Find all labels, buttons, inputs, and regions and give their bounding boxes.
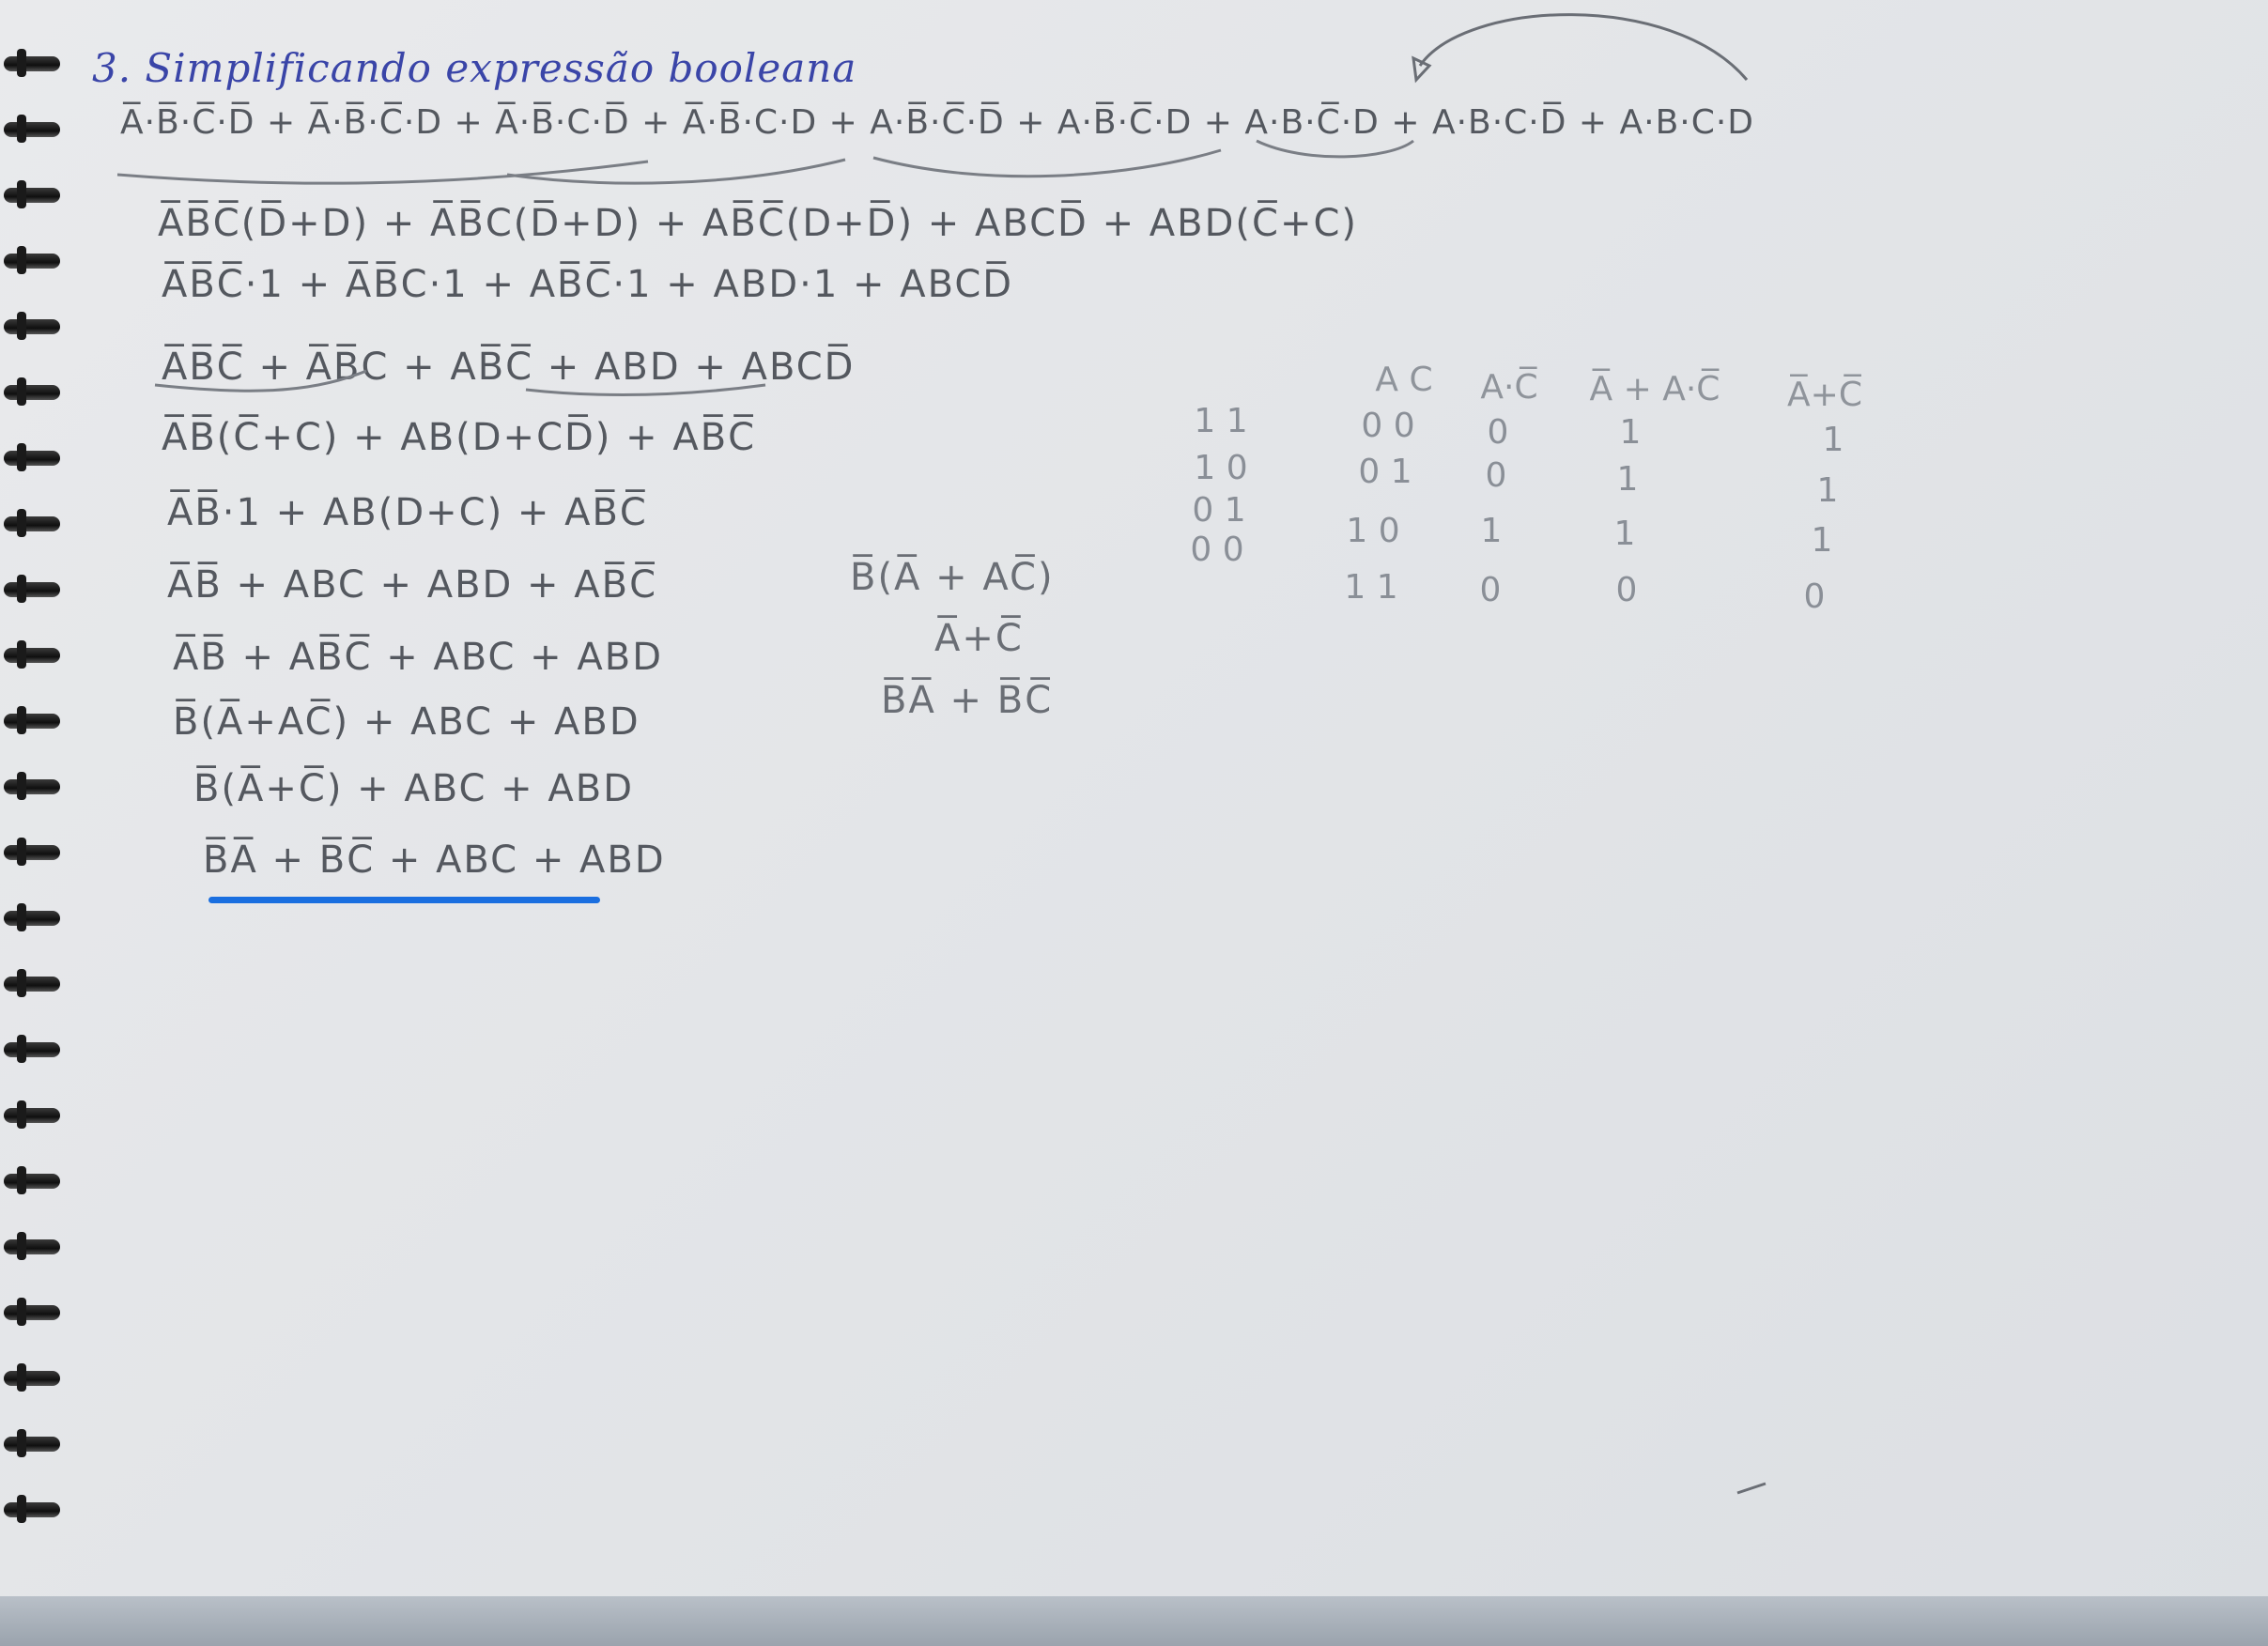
table-cell: 0 0 <box>1361 407 1415 445</box>
table-header: A̅ + A·C̅ <box>1589 370 1720 408</box>
table-cell: 1 <box>1816 471 1839 510</box>
table-cell: 1 <box>1480 512 1503 550</box>
expression-line: B̅(A̅+AC̅) + ABC + ABD <box>173 700 640 744</box>
table-cell: 0 <box>1803 577 1826 616</box>
expression-line: A̅B̅C̅(D̅+D) + A̅B̅C(D̅+D) + AB̅C̅(D+D̅) + ABCD̅ + ABD(C̅+C) <box>158 202 1358 245</box>
expression-line: A̅B̅C̅ + A̅B̅C + AB̅C̅ + ABD + ABCD̅ <box>162 346 856 389</box>
table-header: A C <box>1375 361 1433 399</box>
grouping-brace <box>155 371 366 391</box>
side-work-line: A̅+C̅ <box>934 617 1024 660</box>
exercise-title: 3. Simplificando expressão booleana <box>92 45 857 91</box>
table-cell: 0 1 <box>1192 491 1246 530</box>
table-cell: 0 0 <box>1190 531 1244 569</box>
expression-line: A̅B̅·1 + AB(D+C) + AB̅C̅ <box>167 491 648 534</box>
side-work-line: B̅(A̅ + AC̅) <box>850 556 1055 599</box>
expression-line: A̅B̅ + AB̅C̅ + ABC + ABD <box>173 636 664 679</box>
grouping-brace <box>873 150 1221 177</box>
final-answer: B̅A̅ + B̅C̅ + ABC + ABD <box>203 838 666 882</box>
table-cell: 1 1 <box>1344 568 1398 607</box>
table-header: A̅+C̅ <box>1787 376 1862 414</box>
pencil-mark <box>1737 1484 1766 1493</box>
table-cell: 0 1 <box>1358 453 1412 491</box>
grouping-brace <box>1257 141 1413 157</box>
table-cell: 1 0 <box>1346 512 1400 550</box>
table-cell: 1 <box>1616 460 1639 499</box>
arrow-icon <box>1413 58 1429 80</box>
expression-line-original: A̅·B̅·C̅·D̅ + A̅·B̅·C̅·D + A̅·B̅·C·D̅ + A̅·B̅·C·D + A·B̅·C̅·D̅ + A·B̅·C̅·D + A·B·C̅·D + A·B·C·D̅ + A·B·C·D <box>120 103 1755 142</box>
table-cell: 1 <box>1613 515 1636 553</box>
table-cell: 1 <box>1619 413 1642 452</box>
table-header: A·C̅ <box>1480 368 1538 407</box>
table-cell: 0 <box>1615 571 1638 609</box>
expression-line: A̅B̅C̅·1 + A̅B̅C·1 + AB̅C̅·1 + ABD·1 + ABCD̅ <box>162 263 1014 306</box>
side-work-line: B̅A̅ + B̅C̅ <box>881 679 1054 722</box>
page-bottom-edge <box>0 1596 2268 1646</box>
table-cell: 1 0 <box>1194 449 1248 487</box>
expression-line: A̅B̅(C̅+C) + AB(D+CD̅) + AB̅C̅ <box>162 416 757 459</box>
table-cell: 1 <box>1822 421 1844 459</box>
table-cell: 1 <box>1811 521 1833 560</box>
grouping-arc <box>1420 15 1747 80</box>
expression-line: A̅B̅ + ABC + ABD + AB̅C̅ <box>167 563 658 607</box>
table-cell: 1 1 <box>1194 402 1248 440</box>
table-cell: 0 <box>1479 571 1502 609</box>
expression-line: B̅(A̅+C̅) + ABC + ABD <box>193 767 634 810</box>
table-cell: 0 <box>1485 456 1507 495</box>
table-cell: 0 <box>1487 413 1509 452</box>
grouping-brace <box>526 385 765 394</box>
